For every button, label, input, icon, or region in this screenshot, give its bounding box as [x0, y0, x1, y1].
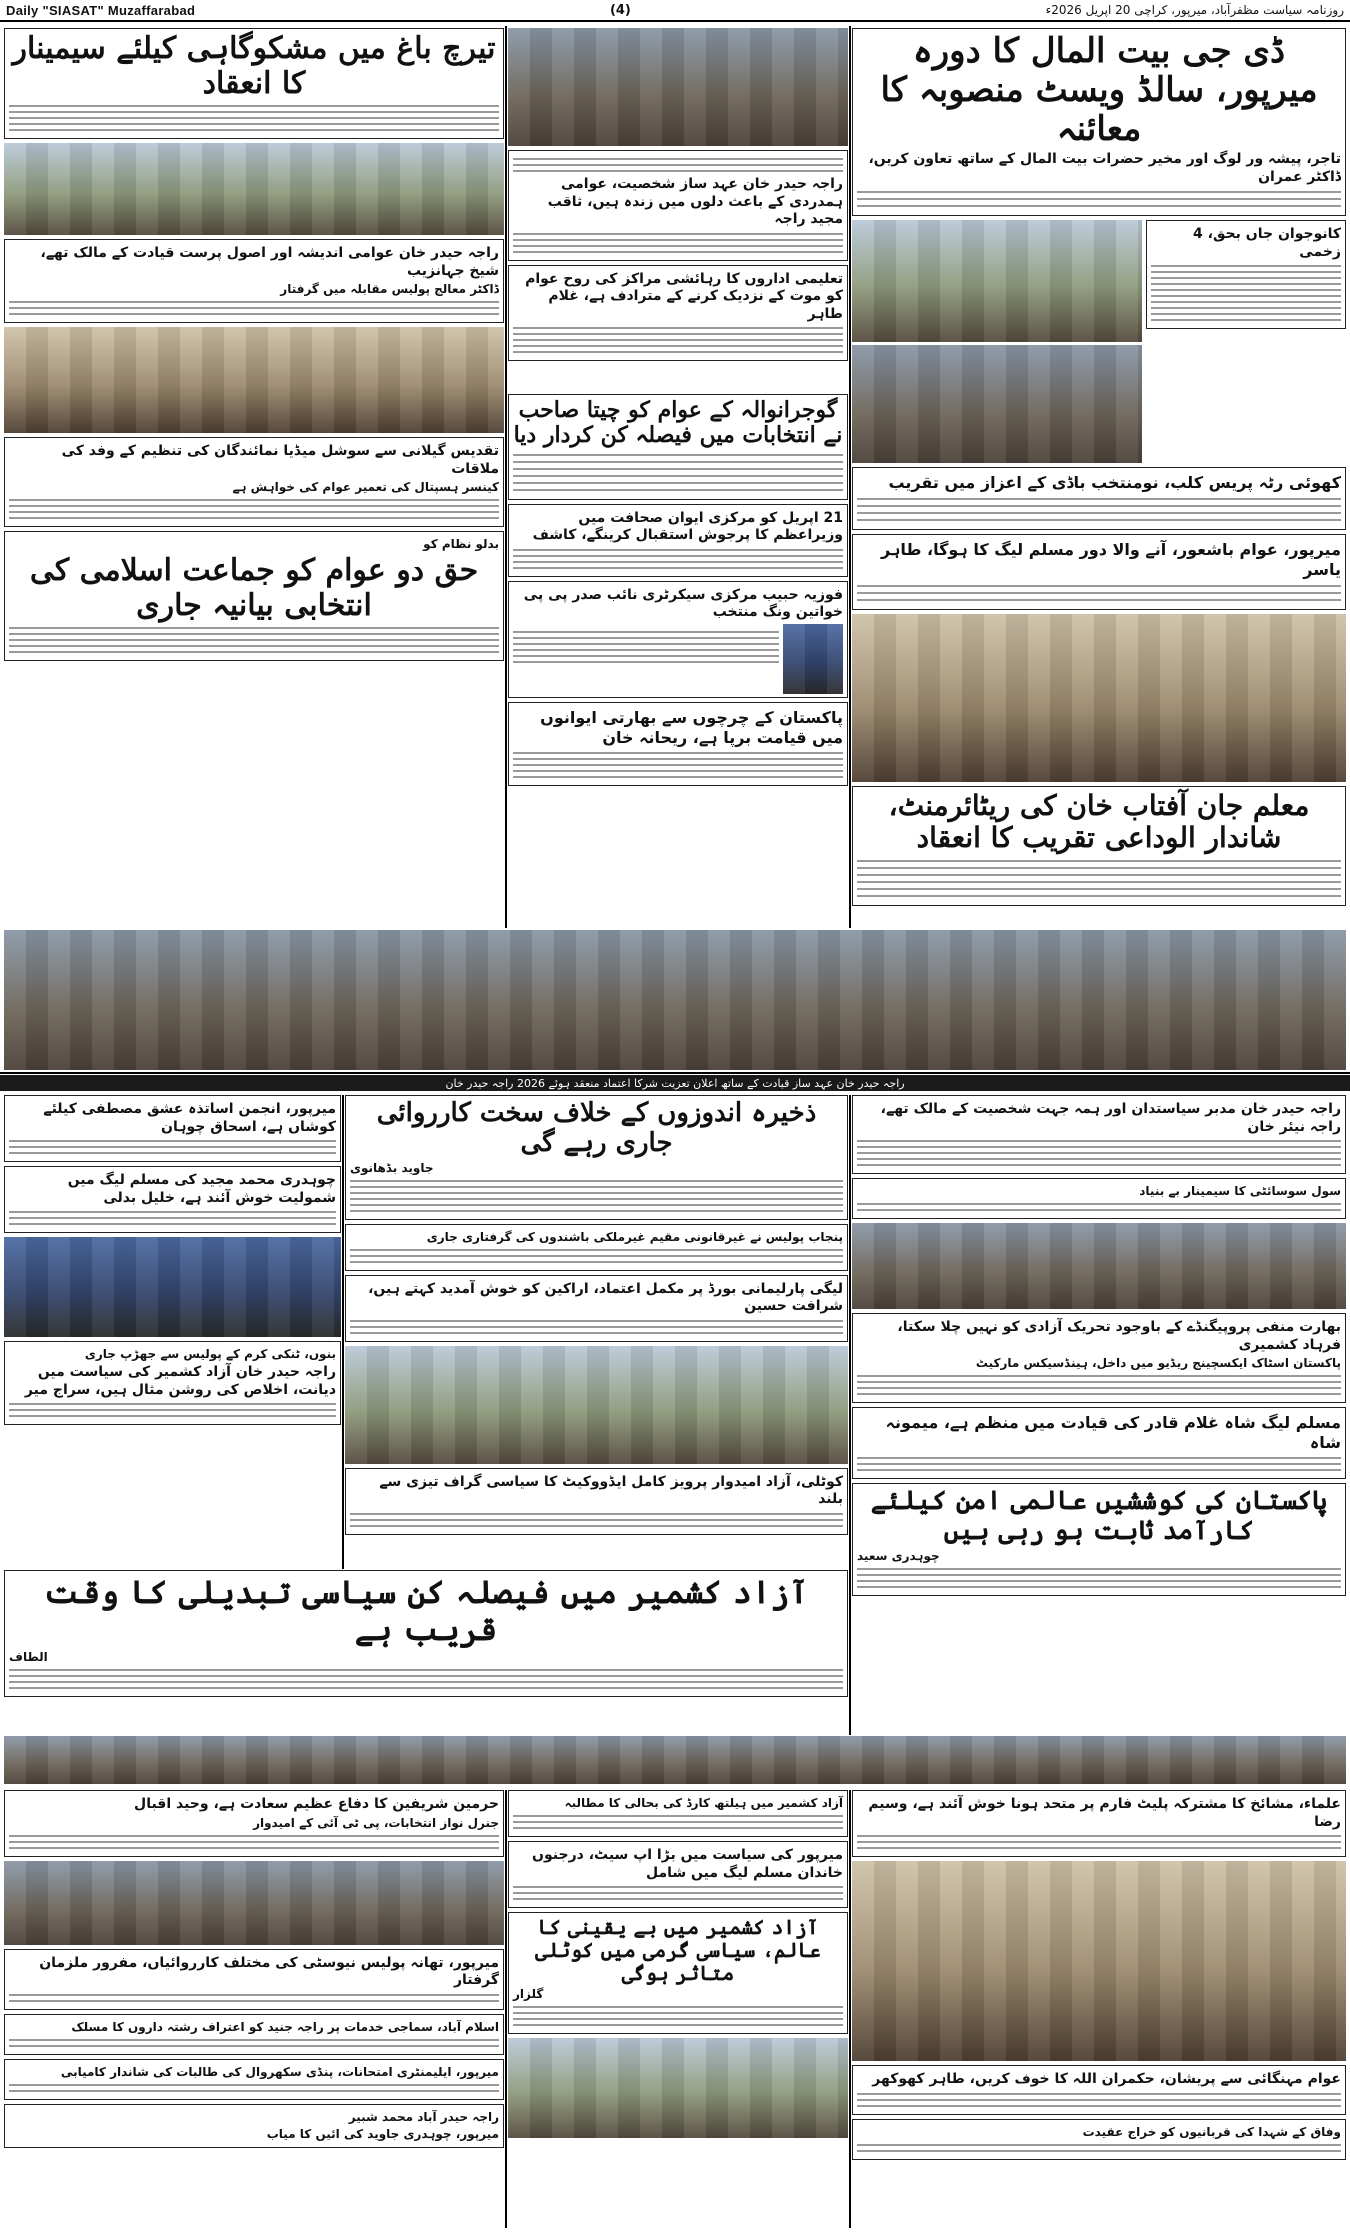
story-press-club-title: کھوئی رٹہ پریس کلب، نومنتخب باڈی کے اعزاز میں تقریب	[888, 473, 1341, 493]
story-sharafat-title: لیگی پارلیمانی بورڈ پر مکمل اعتماد، اراکین کو خوش آمدید کہتے ہیں، شرافت حسین	[368, 1280, 843, 1315]
story-junaid-title: اسلام آباد، سماجی خدمات پر راجہ جنید کو اعتراف رشتہ داروں کا مسلک	[71, 2019, 499, 2034]
right-column-lower	[852, 1095, 1346, 1735]
story-mirpur-upset-title: میرپور کی سیاست میں بڑا اپ سیٹ، درجنوں خاندان مسلم لیگ میں شامل	[532, 1847, 843, 1881]
headline-world-peace-by: چوہدری سعید	[857, 1548, 940, 1563]
right-column-bottom	[852, 1790, 1346, 2228]
story-elementary	[4, 2059, 504, 2100]
story-waseem-title: علماء، مشائخ کا مشترکہ پلیٹ فارم پر متحد ہونا خوش آئند ہے، وسیم رضا	[868, 1796, 1341, 1830]
photo-kotli-group	[345, 1346, 848, 1464]
story-junaid	[4, 2014, 504, 2055]
headline-dg-bait-ul-mal: ڈی جی بیت المال کا دورہ میرپور، سالڈ ویسٹ منصوبہ کا معائنہ	[880, 31, 1318, 150]
photo-bottom-right	[852, 1861, 1346, 2061]
photo-column	[852, 220, 1142, 463]
story-mirpur-upset	[508, 1841, 848, 1908]
story-police-raids	[4, 1949, 504, 2010]
headline-gujranwala: گوجرانوالہ کے عوام کو چیتا صاحب نے انتخابات میں فیصلہ کن کردار دیا	[513, 397, 843, 449]
photo-stage-event	[852, 614, 1346, 782]
story-press-club	[852, 467, 1346, 530]
story-ghulam-tahir	[508, 265, 848, 362]
story-nayyar	[852, 1095, 1346, 1174]
story-waseem	[852, 1790, 1346, 1857]
headline-ajk-change: آزاد کشمیر میں فیصلہ کن سیاسی تبدیلی کا وقت قریب ہے	[43, 1573, 809, 1648]
story-farhad	[852, 1313, 1346, 1403]
photo-office-meeting	[508, 28, 848, 146]
story-doctor-arrest-title: ڈاکٹر معالج پولیس مقابلہ میں گرفتار	[280, 282, 499, 296]
photo-seminar-group	[4, 143, 504, 235]
story-civil-society-title: سول سوسائٹی کا سیمینار بے بنیاد	[1139, 1184, 1341, 1198]
photo-portrait	[783, 624, 843, 694]
story-elementary-title: میرپور، ایلیمنٹری امتحانات، پنڈی سکھروال کی طالبات کی شاندار کامیابی	[60, 2064, 499, 2079]
story-block-small	[1146, 220, 1346, 463]
page-number: (4)	[609, 2, 631, 18]
story-farhad-title: بھارت منفی پروپیگنڈے کے باوجود تحریک آزادی کو نہیں چلا سکتا، فرہاد کشمیری	[897, 1319, 1341, 1353]
photo-meeting-hall	[852, 345, 1142, 463]
headline-box-dg	[852, 28, 1346, 216]
center-wide-block	[508, 394, 848, 930]
story-taqdees-title: تقدیس گیلانی سے سوشل میڈیا نمائندگان کی تنظیم کے وفد کی ملاقات	[61, 443, 499, 477]
story-javed-title: میرپور، چوہدری جاوید کی ائیں کا میاب	[266, 2126, 499, 2141]
center-column-bottom	[508, 1790, 848, 2228]
story-khaleel-title: چوہدری محمد مجید کی مسلم لیگ میں شمولیت خوش آئند ہے، خلیل بدلی	[67, 1172, 336, 1206]
story-waheed-title: حرمین شریفین کا دفاع عظیم سعادت ہے، وحید اقبال	[134, 1796, 499, 1812]
photo-police-arrest	[4, 1237, 341, 1337]
story-martyrs-title: وفاق کے شہدا کی قربانیوں کو خراج عقیدت	[1082, 2124, 1341, 2139]
story-pti-candidates-title: جنرل نواز انتخابات، پی ٹی آئی کے امیدوار	[253, 1815, 499, 1830]
photo-gathering	[852, 220, 1142, 342]
story-punjab-police	[345, 1224, 848, 1271]
story-nayyar-title: راجہ حیدر خان مدبر سیاستدان اور ہمہ جہت شخصیت کے مالک تھے، راجہ نیئر خان	[880, 1101, 1341, 1135]
story-kotli-title: کوٹلی، آزاد امیدوار پرویز کامل ایڈووکیٹ کا سیاسی گراف تیزی سے بلند	[379, 1473, 843, 1508]
sub-dg: تاجر، پیشہ ور لوگ اور مخیر حضرات بیت المال کے ساتھ تعاون کریں، ڈاکٹر عمران	[868, 151, 1341, 185]
headline-teacher-retirement: معلم جان آفتاب خان کی ریٹائرمنٹ، شاندار الوداعی تقریب کا انعقاد	[888, 789, 1310, 855]
story-sheikh-jahanzeb-title: راجہ حیدر خان عوامی اندیشہ اور اصول پرست قیادت کے مالک تھے، شیخ جہانزیب	[40, 245, 499, 279]
story-tahir-yasir-title: میرپور، عوام باشعور، آنے والا دور مسلم لیگ کا ہوگا، طاہر یاسر	[881, 540, 1341, 580]
story-martyrs	[852, 2119, 1346, 2160]
masthead	[0, 0, 1350, 22]
story-health-card-title: آزاد کشمیر میں ہیلتھ کارڈ کی بحالی کا مطالبہ	[564, 1796, 843, 1810]
story-kashif	[508, 504, 848, 577]
photo-band-second	[4, 1736, 1346, 1784]
headline-box-ajk-change	[4, 1570, 848, 1697]
story-rehana-title: پاکستان کے چرچوں سے بھارتی ایوانوں میں قیامت برپا ہے، ریحانہ خان	[540, 707, 843, 747]
photo-bottom-left	[4, 1861, 504, 1945]
headline-block-ajk-change	[4, 1570, 848, 1732]
story-tahir-khokhar	[852, 2065, 1346, 2115]
headline-box-hoarders	[345, 1095, 848, 1220]
headline-world-peace: پاکستان کی کوششیں عالمی امن کیلئے کارآمد ثابت ہو رہی ہیں	[870, 1486, 1328, 1546]
story-shabbir-title: راجہ حیدر آباد محمد شبیر	[348, 2109, 499, 2124]
story-haider-khan-title: راجہ حیدر خان عہد ساز شخصیت، عوامی ہمدردی کے باعث دلوں میں زندہ ہیں، ثاقب مجید راجہ	[547, 176, 843, 227]
left-column-bottom	[4, 1790, 504, 2228]
row-photo-stories	[852, 220, 1346, 463]
story-civil-society	[852, 1178, 1346, 1219]
story-fauzia-title: فوزیہ حبیب مرکزی سیکرٹری نائب صدر پی پی خواتین ونگ منتخب	[523, 586, 843, 621]
photo-drawing-room	[4, 327, 504, 433]
story-rehana	[508, 702, 848, 786]
story-kotli	[345, 1468, 848, 1535]
story-waheed	[4, 1790, 504, 1857]
story-taqdees	[4, 437, 504, 527]
story-maimoona	[852, 1407, 1346, 1479]
story-tahir-yasir	[852, 534, 1346, 610]
story-fauzia	[508, 581, 848, 698]
photo-bottom-center	[508, 2038, 848, 2138]
headline-hoarders-by: جاوید بڈھانوی	[350, 1160, 434, 1175]
story-siraj	[4, 1341, 341, 1425]
headline-box-teacher	[852, 786, 1346, 905]
story-shabbir	[4, 2104, 504, 2148]
story-ishaq	[4, 1095, 341, 1162]
story-haider-khan	[508, 150, 848, 261]
story-health-card	[508, 1790, 848, 1837]
story-siraj-title: راجہ حیدر خان آزاد کشمیر کی سیاست میں دیانت، اخلاص کی روشن مثال ہیں، سراج میر	[24, 1364, 336, 1398]
story-khaleel	[4, 1166, 341, 1233]
story-ishaq-title: میرپور، انجمن اساتذہ عشق مصطفی کیلئے کوشاں ہے، اسحاق چوہان	[43, 1101, 336, 1135]
left-column-top	[4, 28, 504, 928]
story-punjab-police-title: پنجاب پولیس نے غیرقانونی مقیم غیرملکی باشندوں کی گرفتاری جاری	[426, 1229, 843, 1244]
story-accident	[1146, 220, 1346, 329]
story-sharafat	[345, 1275, 848, 1342]
photo-lower-right	[852, 1223, 1346, 1309]
right-column-top	[852, 28, 1346, 928]
story-tahir-khokhar-title: عوام مہنگائی سے پریشان، حکمران اللہ کا خوف کریں، طاہر کھوکھر	[872, 2071, 1341, 2087]
story-cancer-hospital-title: کینسر ہسپتال کی تعمیر عوام کی خواہش ہے	[232, 480, 499, 494]
story-stock-title: پاکستان اسٹاک ایکسچینج ریڈیو میں داخل، ہینڈسیکس مارکیٹ	[975, 1356, 1341, 1370]
caption-strip	[0, 1075, 1350, 1091]
headline-seminar: تیرچ باغ میں مشکوگاہی کیلئے سیمینار کا انعقاد	[12, 31, 496, 101]
headline-box-seminar	[4, 28, 504, 139]
headline-box-uncertainty	[508, 1912, 848, 2034]
headline-box-jamaat	[4, 531, 504, 661]
caption-strip-text: راجہ حیدر خان عہد ساز قیادت کے ساتھ اعلان تعزیت شرکا اعتماد منعقد ہوئے 2026 راجہ حیدر خان	[445, 1076, 905, 1090]
headline-jamaat-islami: حق دو عوام کو جماعت اسلامی کی انتخابی بیانیہ جاری	[29, 553, 479, 623]
headline-box-peace	[852, 1483, 1346, 1596]
headline-ajk-change-by: الطاف	[9, 1649, 48, 1664]
headline-uncertainty-by: گلزار	[513, 1987, 544, 2001]
story-ghulam-tahir-title: تعلیمی اداروں کا رہائشی مراکز کی روح عوام کو موت کے نزدیک کرنے کے مترادف ہے، غلام طاہر	[525, 270, 843, 322]
headline-jamaat-kicker: بدلو نظام کو	[423, 537, 499, 551]
headline-uncertainty: آزاد کشمیر میں بے یقینی کا عالم، سیاسی گرمی میں کوٹلی متاثر ہوگی	[535, 1915, 821, 1985]
masthead-date: روزنامہ سیاست مظفرآباد، میرپور، کراچی 20 اپریل 2026ء	[1045, 3, 1344, 17]
story-police-raids-title: میرپور، تھانہ پولیس نیوسٹی کی مختلف کارروائیاں، مفرور ملزمان گرفتار	[39, 1954, 499, 1988]
masthead-left: Daily "SIASAT" Muzaffarabad	[6, 2, 196, 18]
headline-box-gujranwala	[508, 394, 848, 500]
photo-band-wide	[4, 930, 1346, 1070]
story-maimoona-title: مسلم لیگ شاہ غلام قادر کی قیادت میں منظم ہے، میمونہ شاہ	[885, 1413, 1341, 1452]
headline-hoarders: ذخیرہ اندوزوں کے خلاف سخت کارروائی جاری رہے گی	[376, 1098, 817, 1158]
story-sheikh-jahanzeb	[4, 239, 504, 323]
story-accident-title: کانوجوان جاں بحق، 4 زخمی	[1193, 226, 1341, 260]
story-kashif-title: 21 اپریل کو مرکزی ایوان صحافت میں وزیراعظم کا پرجوش استقبال کرینگے، کاشف	[532, 509, 843, 544]
story-bannu-title: بنوں، ٹنکی کرم کے پولیس سے جھڑپ جاری	[84, 1347, 336, 1361]
